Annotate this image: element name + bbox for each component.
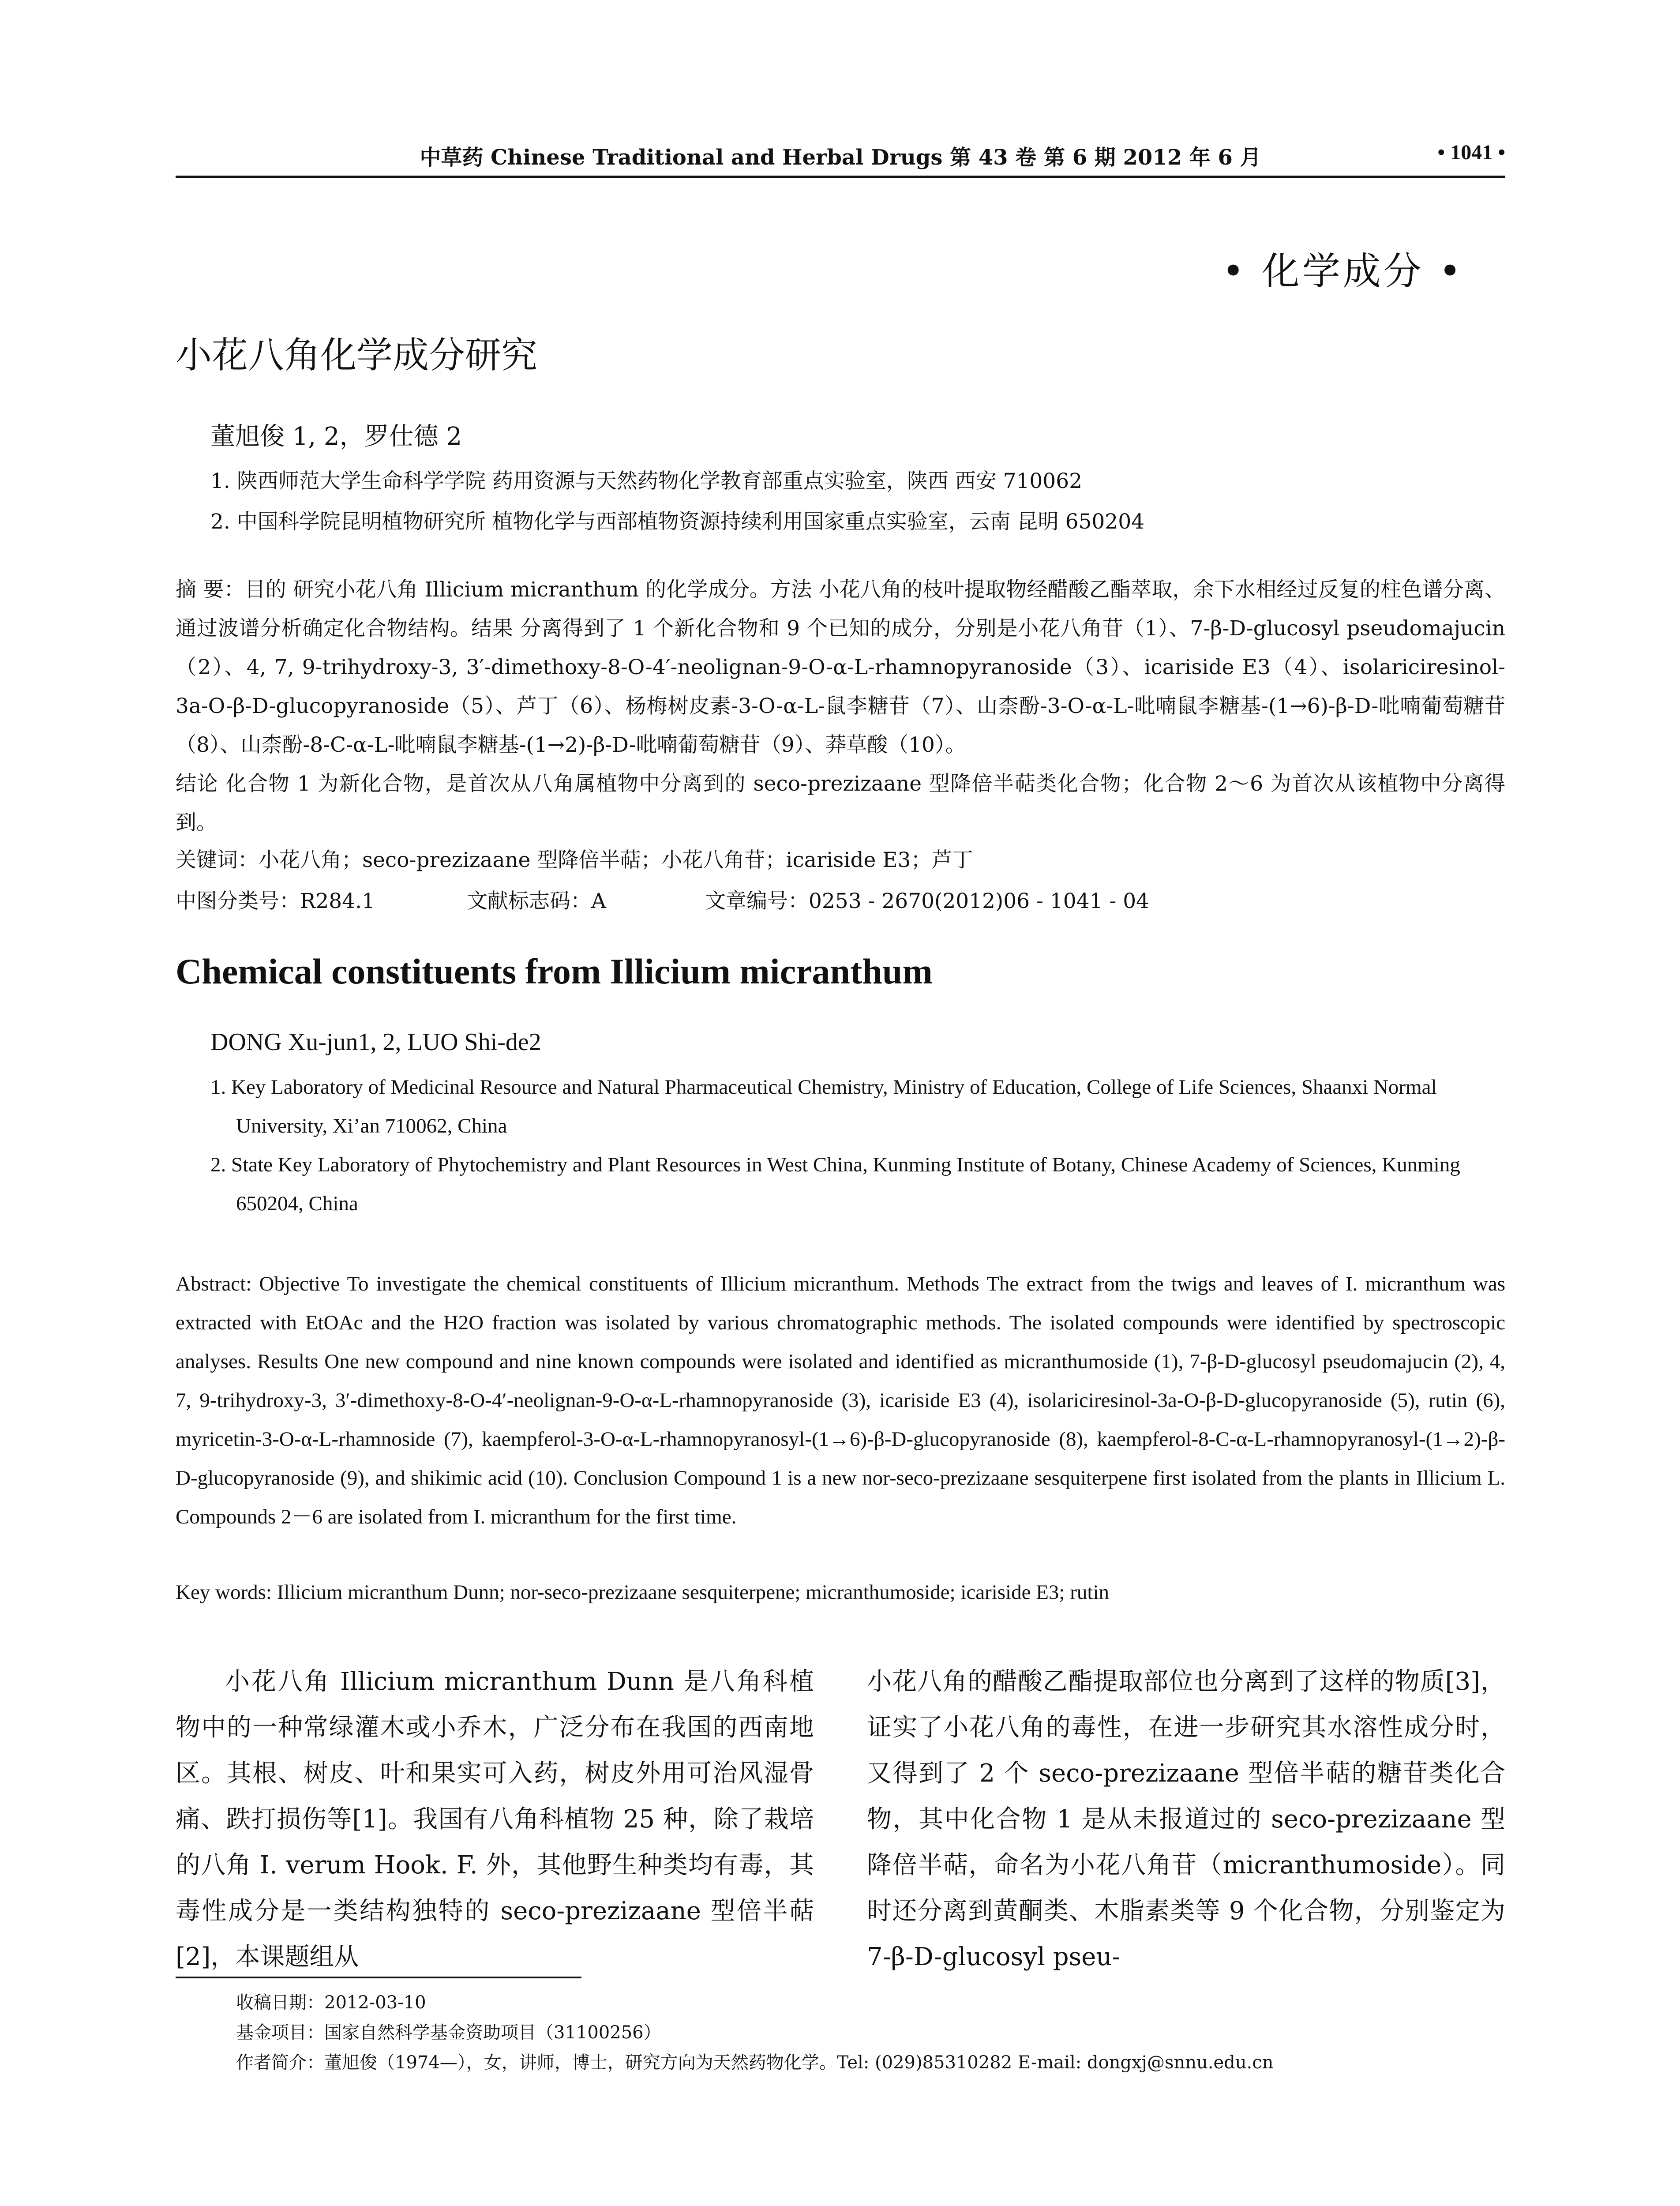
affiliation-en-2: 2. State Key Laboratory of Phytochemistry and Plant Resources in West China, Kunming Institute of Botany, Chinese Academy of Sciences, Kunming 650204, China	[210, 1153, 1460, 1215]
keywords-english: Key words: Illicium micranthum Dunn; nor-seco-prezizaane sesquiterpene; micranthumoside; icariside E3; rutin	[176, 1581, 1110, 1604]
affiliation-en-1: 1. Key Laboratory of Medicinal Resource and Natural Pharmaceutical Chemistry, Ministry of Education, College of Life Sciences, Shaanxi Normal University, Xi’an 710062, China	[210, 1076, 1437, 1137]
footnote-rule	[176, 1977, 581, 1978]
affiliation-zh-1: 1. 陕西师范大学生命科学学院 药用资源与天然药物化学教育部重点实验室，陕西 西安 710062	[210, 469, 1083, 493]
abstract-zh-body: 摘 要：目的 研究小花八角 Illicium micranthum 的化学成分。方法 小花八角的枝叶提取物经醋酸乙酯萃取，余下水相经过反复的柱色谱分离、通过波谱分析确定化合物结构。结果 分离得到了 1 个新化合物和 9 个已知的成分，分别是小花八角苷（1）、7-β-D-glucosyl pseudomajucin（2）、4, 7, 9-trihydroxy-3, 3′-dimethoxy-8-O-4′-neolignan-9-O-α-L-rhamnopyranoside（3）、icariside E3（4）、isolariciresinol-3a-O-β-D-glucopyranoside（5）、芦丁（6）、杨梅树皮素-3-O-α-L-鼠李糖苷（7）、山柰酚-3-O-α-L-吡喃鼠李糖基-(1→6)-β-D-吡喃葡萄糖苷（8）、山柰酚-8-C-α-L-吡喃鼠李糖基-(1→2)-β-D-吡喃葡萄糖苷（9）、莽草酸（10）。	[176, 578, 1505, 757]
body-column-right	[867, 1659, 1505, 1980]
authors-chinese: 董旭俊 1, 2，罗仕德 2	[210, 422, 462, 451]
footnote-fund: 基金项目：国家自然科学基金资助项目（31100256）	[236, 2022, 661, 2043]
footnotes	[236, 1988, 1273, 2078]
abstract-english	[176, 1264, 1505, 1536]
classification-line	[176, 885, 1505, 914]
section-label: • 化学成分 •	[1222, 249, 1464, 293]
keywords-chinese: 关键词：小花八角；seco-prezizaane 型降倍半萜；小花八角苷；icariside E3；芦丁	[176, 848, 973, 872]
document-code: 文献标志码：A	[467, 889, 606, 913]
body-paragraph-right: 小花八角的醋酸乙酯提取部位也分离到了这样的物质[3]，证实了小花八角的毒性，在进一步研究其水溶性成分时，又得到了 2 个 seco-prezizaane 型倍半萜的糖苷类化合物，其中化合物 1 是从未报道过的 seco-prezizaane 型降倍半萜，命名为小花八角苷（micranthumoside）。同时还分离到黄酮类、木脂素类等 9 个化合物，分别鉴定为 7-β-D-glucosyl pseu-	[867, 1667, 1505, 1971]
clc-number: 中图分类号：R284.1	[176, 889, 375, 913]
page-number: • 1041 •	[1437, 141, 1505, 164]
affiliations-english	[210, 1068, 1508, 1223]
journal-header: 中草药 Chinese Traditional and Herbal Drugs 第 43 卷 第 6 期 2012 年 6 月	[420, 145, 1261, 170]
body-paragraph-left: 小花八角 Illicium micranthum Dunn 是八角科植物中的一种常绿灌木或小乔木，广泛分布在我国的西南地区。其根、树皮、叶和果实可入药，树皮外用可治风湿骨痛、跌打损伤等[1]。我国有八角科植物 25 种，除了栽培的八角 I. verum Hook. F. 外，其他野生种类均有毒，其毒性成分是一类结构独特的 seco-prezizaane 型倍半萜[2]，本课题组从	[176, 1667, 814, 1971]
footnote-received: 收稿日期：2012-03-10	[236, 1992, 426, 2013]
abstract-en-body: Abstract: Objective To investigate the chemical constituents of Illicium micranthum. Methods The extract from the twigs and leaves of I. micranthum was extracted with EtOAc and the H2O fraction was isolated by various chromatographic methods. The isolated compounds were identified by spectroscopic analyses. Results One new compound and nine known compounds were isolated and identified as micranthumoside (1), 7-β-D-glucosyl pseudomajucin (2), 4, 7, 9-trihydroxy-3, 3′-dimethoxy-8-O-4′-neolignan-9-O-α-L-rhamnopyranoside (3), icariside E3 (4), isolariciresinol-3a-O-β-D-glucopyranoside (5), rutin (6), myricetin-3-O-α-L-rhamnoside (7), kaempferol-3-O-α-L-rhamnopyranosyl-(1→6)-β-D-glucopyranoside (8), kaempferol-8-C-α-L-rhamnopyranosyl-(1→2)-β-D-glucopyranoside (9), and shikimic acid (10). Conclusion Compound 1 is a new nor-seco-prezizaane sesquiterpene first isolated from the plants in Illicium L. Compounds 2－6 are isolated from I. micranthum for the first time.	[176, 1272, 1505, 1528]
header-rule	[176, 176, 1505, 178]
title-english: Chemical constituents from Illicium micranthum	[176, 951, 933, 991]
article-number: 文章编号：0253 - 2670(2012)06 - 1041 - 04	[705, 889, 1150, 913]
affiliations-chinese	[210, 461, 1144, 542]
abstract-zh-conclusion: 结论 化合物 1 为新化合物，是首次从八角属植物中分离到的 seco-prezizaane 型降倍半萜类化合物；化合物 2～6 为首次从该植物中分离得到。	[176, 772, 1505, 835]
abstract-chinese	[176, 570, 1505, 842]
footnote-author-bio: 作者简介：董旭俊（1974—），女，讲师，博士，研究方向为天然药物化学。Tel: (029)85310282 E-mail: dongxj@snnu.edu.cn	[236, 2052, 1274, 2073]
authors-english: DONG Xu-jun1, 2, LUO Shi-de2	[210, 1028, 541, 1056]
running-header	[176, 140, 1505, 170]
body-column-left	[176, 1659, 814, 1980]
title-chinese: 小花八角化学成分研究	[176, 334, 538, 376]
affiliation-zh-2: 2. 中国科学院昆明植物研究所 植物化学与西部植物资源持续利用国家重点实验室，云南 昆明 650204	[210, 510, 1145, 534]
